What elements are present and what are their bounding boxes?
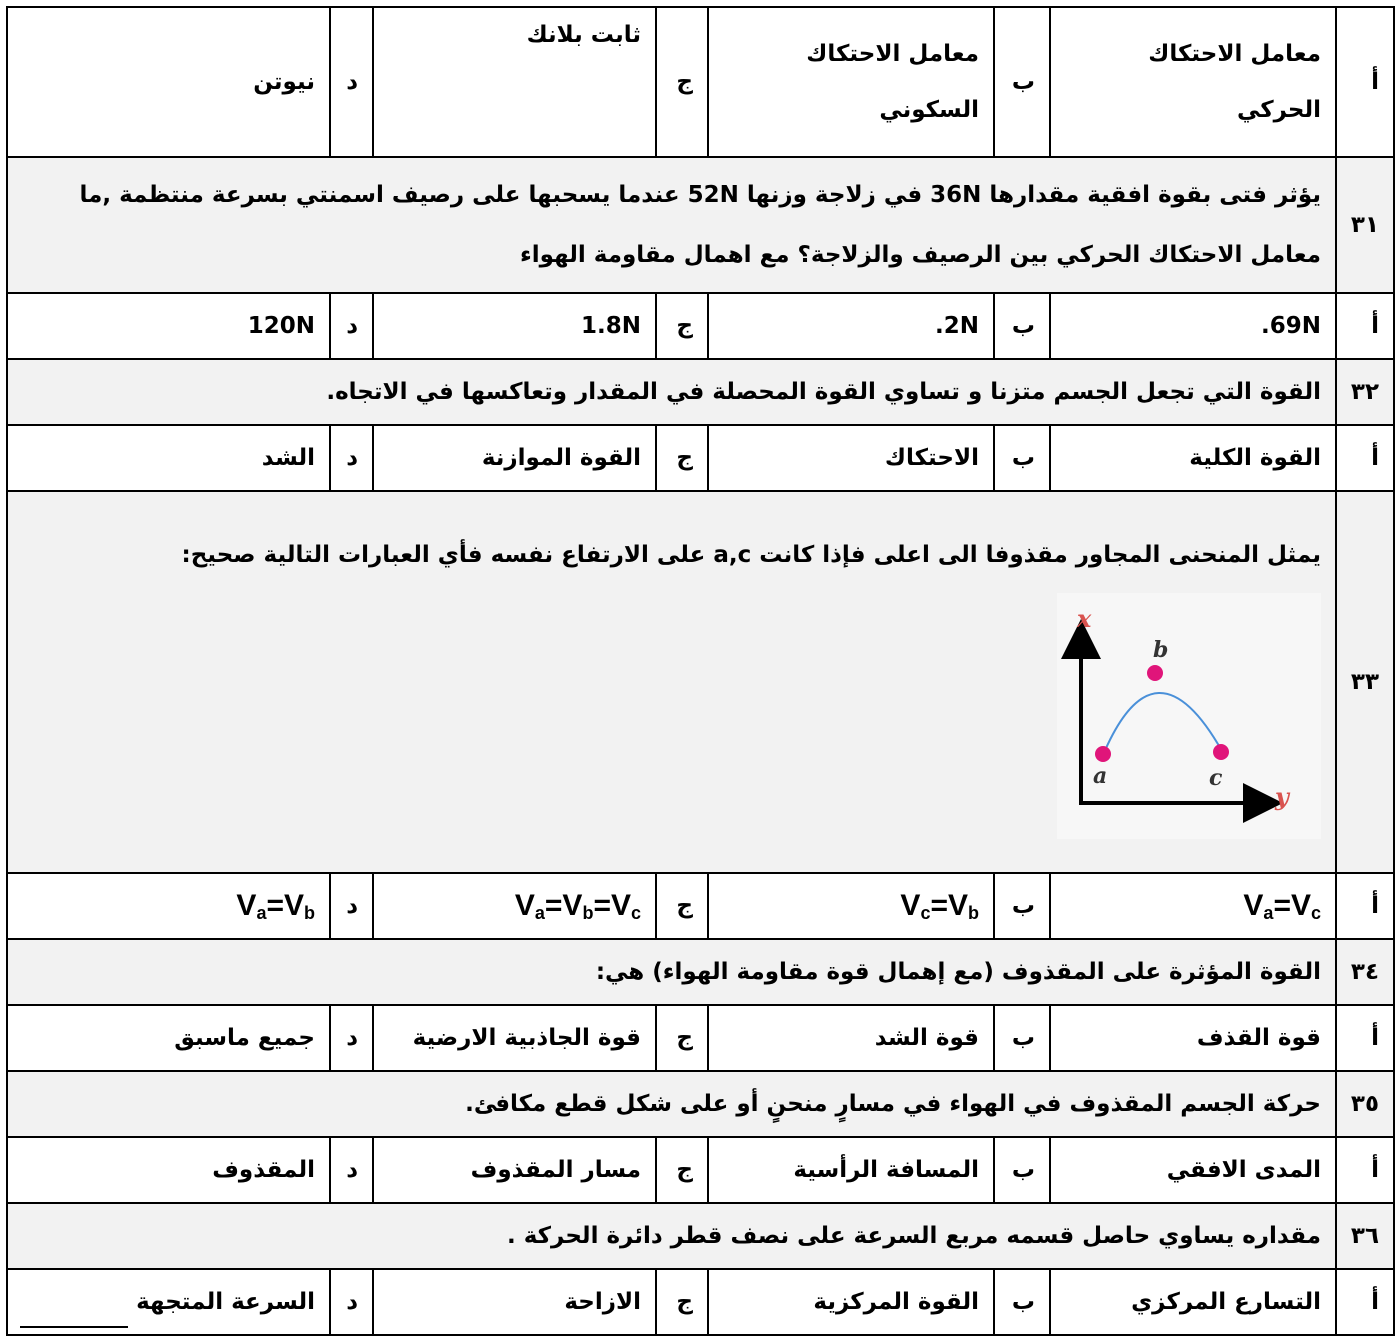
question-number: ٣٦ bbox=[1336, 1203, 1394, 1269]
question-row-36 bbox=[7, 1203, 1394, 1269]
option-letter-b: ب bbox=[994, 873, 1050, 939]
option-letter-b: ب bbox=[994, 1005, 1050, 1071]
question-row-35 bbox=[7, 1071, 1394, 1137]
options-row-32 bbox=[7, 425, 1394, 491]
option-letter-c: ج bbox=[656, 1269, 708, 1335]
question-text: القوة التي تجعل الجسم متزنا و تساوي القوة المحصلة في المقدار وتعاكسها في الاتجاه. bbox=[7, 359, 1336, 425]
option-b[interactable]: القوة المركزية bbox=[708, 1269, 994, 1335]
options-row-31 bbox=[7, 293, 1394, 359]
trajectory-curve bbox=[1103, 693, 1222, 755]
option-a[interactable]: .69N bbox=[1050, 293, 1336, 359]
option-letter-c: ج bbox=[656, 1005, 708, 1071]
option-c[interactable]: قوة الجاذبية الارضية bbox=[373, 1005, 656, 1071]
point-label-c: c bbox=[1209, 765, 1223, 791]
question-text: يؤثر فتى بقوة افقية مقدارها 36N في زلاجة وزنها 52N عندما يسحبها على رصيف اسمنتي بسرعة منتظمة ,ما معامل الاحتكاك الحركي بين الرصيف والزلاجة؟ مع اهمال مقاومة الهواء bbox=[7, 157, 1336, 293]
option-a[interactable]: المدى الافقي bbox=[1050, 1137, 1336, 1203]
options-row-34 bbox=[7, 1005, 1394, 1071]
option-letter-d: د bbox=[330, 425, 373, 491]
velocity-expression: Va=Vb bbox=[236, 888, 315, 923]
option-letter-b: ب bbox=[994, 1137, 1050, 1203]
option-c[interactable]: مسار المقذوف bbox=[373, 1137, 656, 1203]
point-b bbox=[1147, 665, 1163, 681]
option-d[interactable]: الشد bbox=[7, 425, 330, 491]
option-d[interactable] bbox=[7, 873, 330, 939]
option-letter-c: ج bbox=[656, 873, 708, 939]
option-a[interactable]: معامل الاحتكاك الحركي bbox=[1050, 7, 1336, 157]
point-a bbox=[1095, 746, 1111, 762]
option-a[interactable]: قوة القذف bbox=[1050, 1005, 1336, 1071]
question-text: يمثل المنحنى المجاور مقذوفا الى اعلى فإذا كانت a,c على الارتفاع نفسه فأي العبارات التالية صحيح: bbox=[181, 542, 1321, 568]
option-letter-d: د bbox=[330, 7, 373, 157]
option-letter-a: أ bbox=[1336, 425, 1394, 491]
question-number: ٣٣ bbox=[1336, 491, 1394, 873]
option-letter-d: د bbox=[330, 1269, 373, 1335]
option-b[interactable]: قوة الشد bbox=[708, 1005, 994, 1071]
option-c[interactable]: الازاحة bbox=[373, 1269, 656, 1335]
question-text: حركة الجسم المقذوف في الهواء في مسارٍ منحنٍ أو على شكل قطع مكافئ. bbox=[7, 1071, 1336, 1137]
option-letter-a: أ bbox=[1336, 1137, 1394, 1203]
option-letter-c: ج bbox=[656, 293, 708, 359]
exam-table bbox=[6, 6, 1395, 1336]
option-b[interactable]: المسافة الرأسية bbox=[708, 1137, 994, 1203]
option-d[interactable]: نيوتن bbox=[7, 7, 330, 157]
option-d[interactable]: جميع ماسبق bbox=[7, 1005, 330, 1071]
option-letter-d: د bbox=[330, 1137, 373, 1203]
question-row-34 bbox=[7, 939, 1394, 1005]
velocity-expression: Va=Vb=Vc bbox=[514, 888, 641, 923]
options-row-33 bbox=[7, 873, 1394, 939]
option-a[interactable] bbox=[1050, 873, 1336, 939]
question-number: ٣٥ bbox=[1336, 1071, 1394, 1137]
option-letter-b: ب bbox=[994, 1269, 1050, 1335]
option-letter-d: د bbox=[330, 1005, 373, 1071]
option-letter-a: أ bbox=[1336, 873, 1394, 939]
question-body bbox=[7, 491, 1336, 873]
option-b[interactable]: الاحتكاك bbox=[708, 425, 994, 491]
option-letter-a: أ bbox=[1336, 7, 1394, 157]
question-number: ٣٢ bbox=[1336, 359, 1394, 425]
question-row-32 bbox=[7, 359, 1394, 425]
option-c[interactable]: ثابت بلانك bbox=[373, 7, 656, 157]
option-d[interactable]: المقذوف bbox=[7, 1137, 330, 1203]
question-text: القوة المؤثرة على المقذوف (مع إهمال قوة مقاومة الهواء) هي: bbox=[7, 939, 1336, 1005]
option-letter-b: ب bbox=[994, 7, 1050, 157]
question-row-31 bbox=[7, 157, 1394, 293]
point-c bbox=[1213, 744, 1229, 760]
option-letter-b: ب bbox=[994, 293, 1050, 359]
question-text: مقداره يساوي حاصل قسمه مربع السرعة على نصف قطر دائرة الحركة . bbox=[7, 1203, 1336, 1269]
question-number: ٣٤ bbox=[1336, 939, 1394, 1005]
options-row-35 bbox=[7, 1137, 1394, 1203]
option-letter-d: د bbox=[330, 293, 373, 359]
question-row-33 bbox=[7, 491, 1394, 873]
option-letter-b: ب bbox=[994, 425, 1050, 491]
question-number: ٣١ bbox=[1336, 157, 1394, 293]
projectile-figure bbox=[1057, 593, 1321, 839]
point-label-b: b bbox=[1153, 637, 1169, 663]
option-letter-c: ج bbox=[656, 7, 708, 157]
option-a[interactable]: التسارع المركزي bbox=[1050, 1269, 1336, 1335]
options-row-30 bbox=[7, 7, 1394, 157]
axis-label-y: y bbox=[1275, 782, 1289, 811]
option-b[interactable]: معامل الاحتكاك السكوني bbox=[708, 7, 994, 157]
option-letter-a: أ bbox=[1336, 1269, 1394, 1335]
option-b[interactable] bbox=[708, 873, 994, 939]
axis-label-x: x bbox=[1077, 604, 1092, 633]
option-d[interactable]: السرعة المتجهة bbox=[7, 1269, 330, 1335]
option-c[interactable]: 1.8N bbox=[373, 293, 656, 359]
footer-rule bbox=[20, 1326, 128, 1328]
option-letter-a: أ bbox=[1336, 1005, 1394, 1071]
velocity-expression: Vc=Vb bbox=[900, 888, 979, 923]
options-row-36 bbox=[7, 1269, 1394, 1335]
option-letter-a: أ bbox=[1336, 293, 1394, 359]
option-c[interactable] bbox=[373, 873, 656, 939]
option-letter-c: ج bbox=[656, 425, 708, 491]
option-b[interactable]: .2N bbox=[708, 293, 994, 359]
velocity-expression: Va=Vc bbox=[1243, 888, 1321, 923]
option-letter-d: د bbox=[330, 873, 373, 939]
projectile-diagram bbox=[1057, 593, 1321, 839]
point-label-a: a bbox=[1093, 763, 1108, 789]
option-a[interactable]: القوة الكلية bbox=[1050, 425, 1336, 491]
option-d[interactable]: 120N bbox=[7, 293, 330, 359]
option-letter-c: ج bbox=[656, 1137, 708, 1203]
option-c[interactable]: القوة الموازنة bbox=[373, 425, 656, 491]
